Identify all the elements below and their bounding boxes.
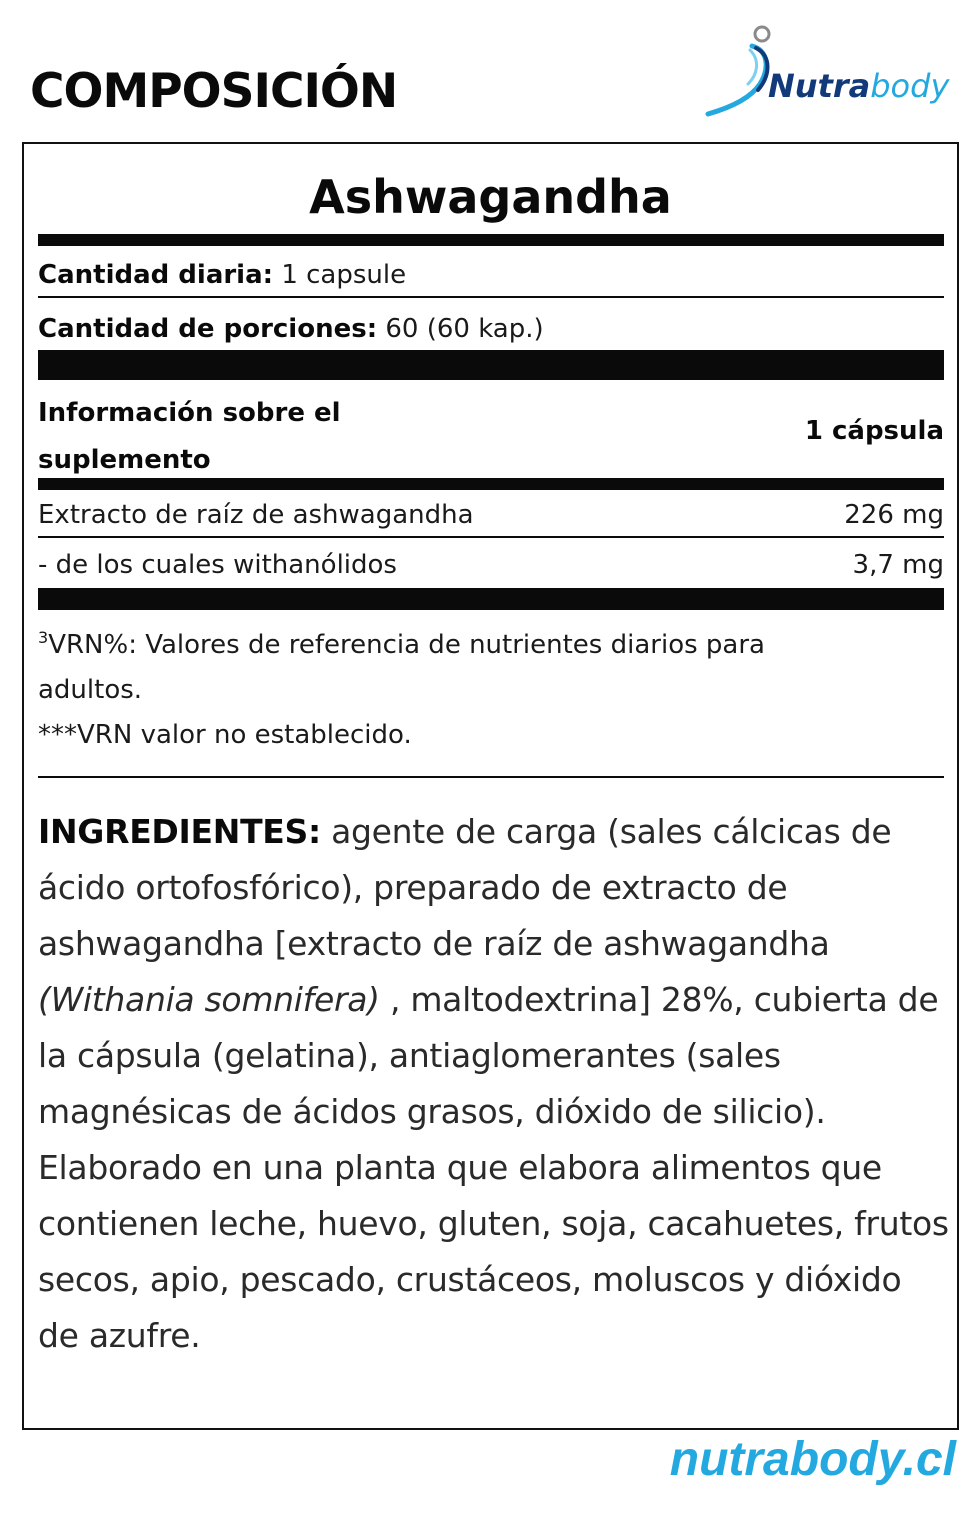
brand-wordmark [768, 67, 950, 105]
website-url: nutrabody.cl [669, 1433, 956, 1486]
nutrient-name: - de los cuales withanólidos [38, 550, 397, 580]
divider-heavy [38, 588, 944, 610]
divider [38, 296, 944, 298]
supplement-header-per: 1 cápsula [804, 416, 944, 446]
portions-label: Cantidad de porciones: [38, 314, 378, 344]
daily-amount-value: 1 capsule [281, 260, 407, 290]
vrn-line-1: VRN%: Valores de referencia de nutrientes diarios para [48, 630, 765, 660]
product-title: Ashwagandha [309, 170, 672, 224]
brand-nutra: Nutra [768, 67, 871, 105]
nutrient-amount: 3,7 mg [852, 550, 944, 580]
divider [38, 536, 944, 538]
portions-value: 60 (60 kap.) [385, 314, 544, 344]
daily-amount-row [38, 262, 944, 288]
supplement-header-label: Información sobre el suplemento [38, 398, 341, 475]
divider-thick [38, 234, 944, 246]
vrn-footnote-line-2: adultos. [38, 675, 143, 705]
brand-body: body [870, 67, 950, 105]
ingredients-text-1: agente de carga (sales cálcicas de ácido ortofosfórico), preparado de extracto de ashwagandha [extracto de raíz de ashwagandha [38, 812, 892, 963]
divider-heavy [38, 350, 944, 380]
divider-thick [38, 478, 944, 490]
nutrient-amount: 226 mg [844, 500, 944, 530]
vrn-not-established: ***VRN valor no establecido. [38, 720, 412, 750]
vrn-superscript: 3 [38, 628, 49, 647]
nutrient-row [38, 552, 944, 578]
ingredients-latin-name: (Withania somnifera) [38, 980, 380, 1019]
brand-logo [698, 20, 968, 120]
page-heading: COMPOSICIÓN [30, 64, 398, 119]
nutrient-name: Extracto de raíz de ashwagandha [38, 500, 474, 530]
portions-row [38, 316, 944, 342]
daily-amount-label: Cantidad diaria: [38, 260, 274, 290]
composition-panel [22, 142, 959, 1430]
ingredients-label: INGREDIENTES: [38, 812, 321, 851]
nutrient-row [38, 502, 944, 528]
supplement-header [38, 390, 944, 474]
vrn-footnote [38, 628, 944, 660]
ingredients-paragraph [38, 804, 950, 1364]
ingredients-text-2: , maltodextrina] 28%, cubierta de la cápsula (gelatina), antiaglomerantes (sales magnésicas de ácidos grasos, dióxido de silicio). Elaborado en una planta que elabora alimentos que contienen leche, huevo, gluten, soja, cacahuetes, frutos secos, apio, pescado, crustáceos, moluscos y dióxido de azufre. [38, 980, 949, 1355]
divider [38, 776, 944, 778]
